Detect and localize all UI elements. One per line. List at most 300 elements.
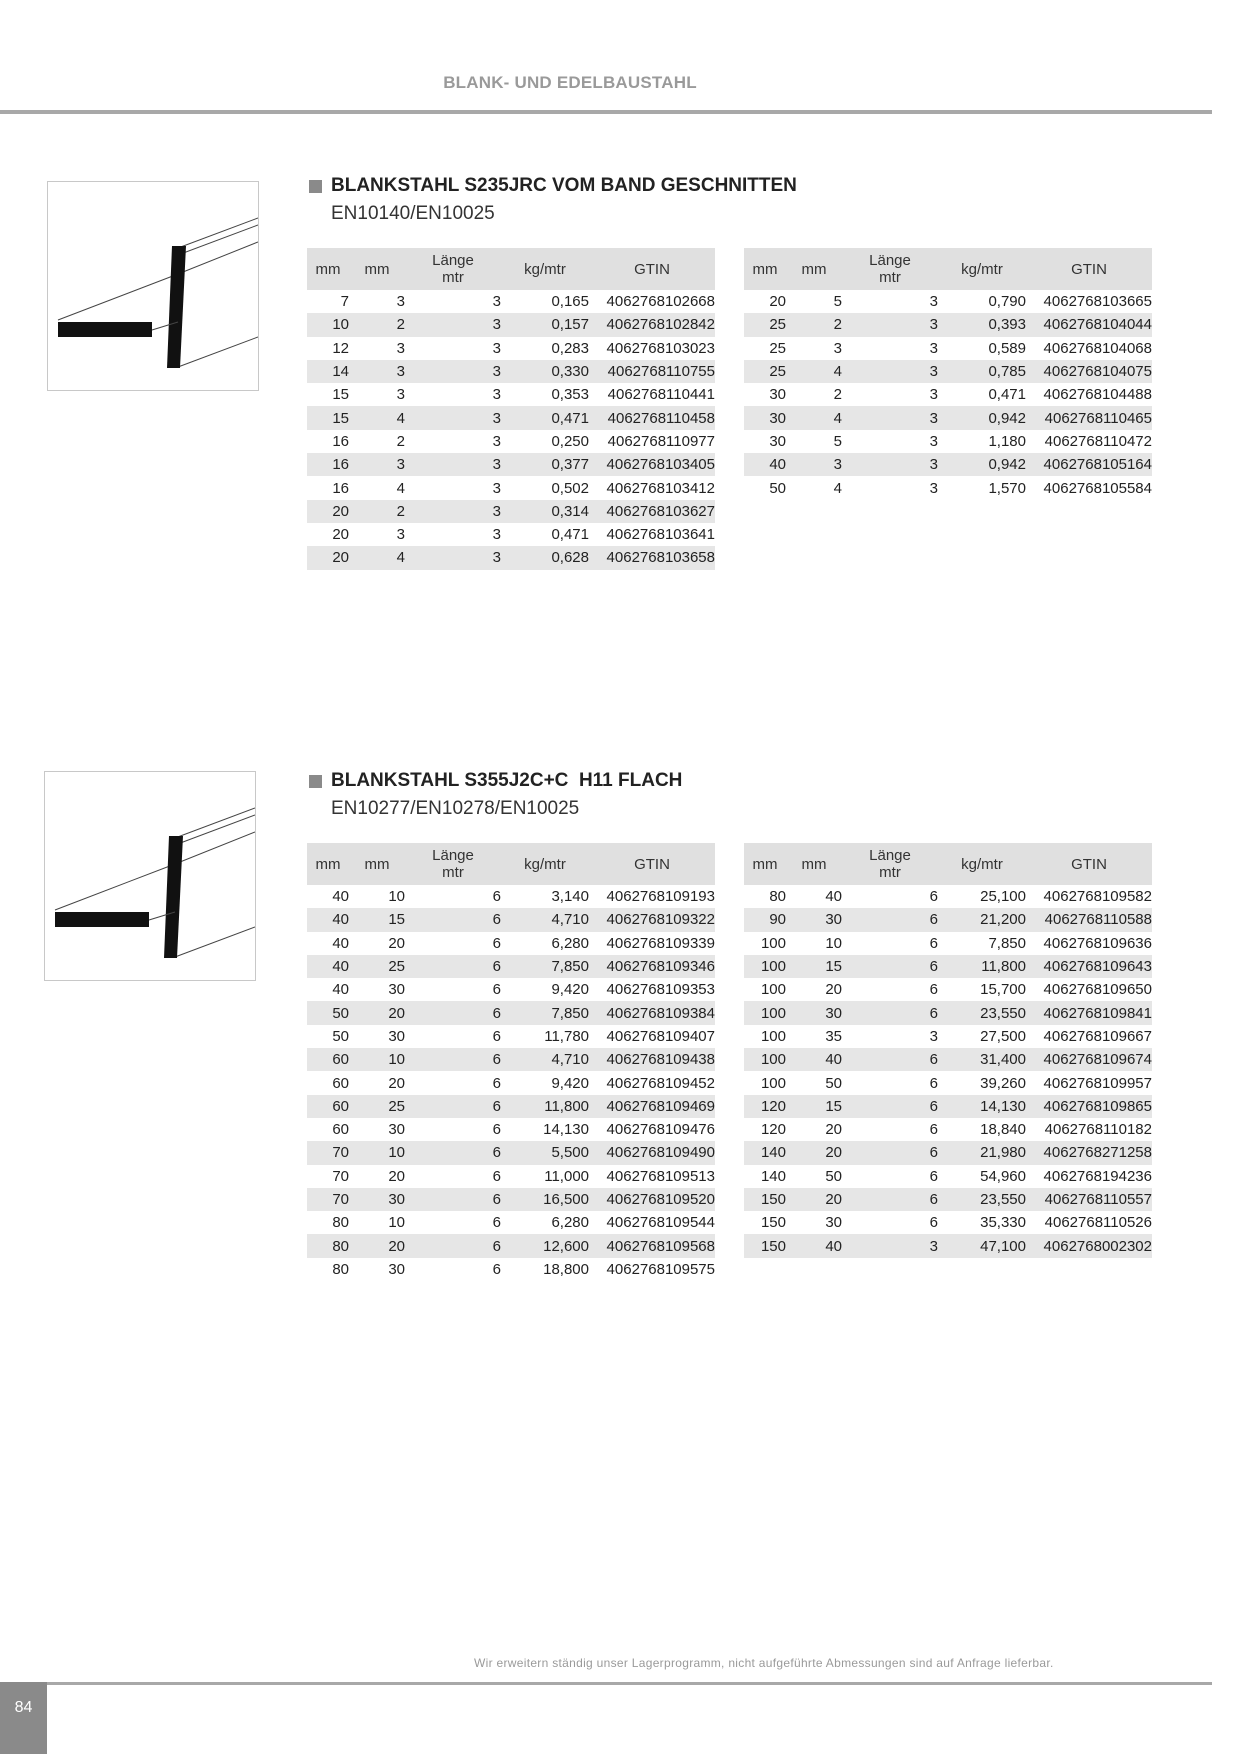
table-row — [744, 1211, 1152, 1234]
table-cell: 0,628 — [501, 546, 589, 569]
table-cell: 3 — [492, 432, 501, 450]
column-header: mm — [307, 248, 349, 290]
table-row — [307, 1211, 715, 1234]
table-cell: 6 — [405, 908, 501, 931]
table-cell: 2 — [786, 313, 842, 336]
table-cell: 1,180 — [988, 432, 1026, 450]
table-cell: 3 — [396, 339, 405, 357]
table-cell: 3 — [842, 406, 938, 429]
table-cell: 0,250 — [551, 432, 589, 450]
table-cell: 23,550 — [938, 1001, 1026, 1024]
table-cell: 40 — [332, 981, 349, 999]
table-cell: 50 — [825, 1074, 842, 1092]
table-cell: 30 — [769, 432, 786, 450]
table-cell: 15 — [349, 908, 405, 931]
table-cell: 10 — [349, 1048, 405, 1071]
header-divider — [0, 110, 1212, 114]
table-cell: 4062768105164 — [1026, 453, 1152, 476]
table-cell: 4062768109568 — [589, 1234, 715, 1257]
table-cell: 0,393 — [938, 313, 1026, 336]
table-cell: 10 — [307, 313, 349, 336]
table-cell: 20 — [388, 1074, 405, 1092]
table-cell: 4062768109667 — [1043, 1027, 1152, 1045]
table-cell: 0,283 — [551, 339, 589, 357]
table-cell: 0,471 — [988, 386, 1026, 404]
table-row — [307, 406, 715, 429]
section-subtitle: EN10277/EN10278/EN10025 — [331, 798, 580, 819]
table-cell: 3 — [349, 453, 405, 476]
table-cell: 6 — [492, 1121, 501, 1139]
table-cell: 50 — [307, 1001, 349, 1024]
table-row — [307, 383, 715, 406]
footer-divider — [0, 1682, 1212, 1685]
table-cell: 54,960 — [980, 1167, 1026, 1185]
table-cell: 4062768104044 — [1026, 313, 1152, 336]
table-header-row — [744, 843, 1152, 885]
table-cell: 25 — [744, 360, 786, 383]
table-cell: 140 — [760, 1167, 786, 1185]
section-title — [309, 175, 797, 197]
table-cell: 20 — [825, 981, 842, 999]
table-cell: 4062768109643 — [1026, 955, 1152, 978]
flat-bar-icon — [45, 772, 255, 980]
table-cell: 4062768103412 — [606, 479, 715, 497]
table-row — [307, 360, 715, 383]
table-cell: 3 — [492, 479, 501, 497]
column-header: kg/mtr — [938, 843, 1026, 885]
table-cell: 0,502 — [551, 479, 589, 497]
table-cell: 11,000 — [544, 1167, 589, 1185]
header-title: BLANK- UND EDELBAUSTAHL — [443, 73, 697, 92]
table-row — [307, 1234, 715, 1257]
table-cell: 4 — [349, 406, 405, 429]
table-cell: 5 — [833, 432, 842, 450]
table-cell: 11,800 — [938, 955, 1026, 978]
table-cell: 15 — [332, 386, 349, 404]
table-cell: 4062768109384 — [589, 1001, 715, 1024]
table-cell: 6 — [492, 1027, 501, 1045]
table-cell: 15 — [786, 955, 842, 978]
column-header: GTIN — [1026, 248, 1152, 290]
table-cell: 40 — [332, 888, 349, 906]
square-bullet-icon — [309, 775, 322, 788]
table-cell: 6 — [842, 1141, 938, 1164]
table-cell: 6 — [405, 1048, 501, 1071]
table-cell: 100 — [760, 1027, 786, 1045]
table-cell: 4 — [396, 479, 405, 497]
table-row — [307, 932, 715, 955]
table-cell: 18,800 — [543, 1260, 589, 1278]
table-cell: 12,600 — [501, 1234, 589, 1257]
table-cell: 6 — [405, 1095, 501, 1118]
column-header: kg/mtr — [501, 248, 589, 290]
table-row — [744, 430, 1152, 453]
table-cell: 3 — [492, 386, 501, 404]
table-cell: 80 — [332, 1260, 349, 1278]
table-cell: 20 — [769, 293, 786, 311]
table-cell: 4062768109575 — [606, 1260, 715, 1278]
table-header-row — [307, 843, 715, 885]
table-row — [744, 1048, 1152, 1071]
section-title-text: BLANKSTAHL S235JRC VOM BAND GESCHNITTEN — [331, 175, 797, 196]
table-cell: 0,589 — [988, 339, 1026, 357]
table-cell: 6 — [929, 1214, 938, 1232]
table-cell: 0,330 — [501, 360, 589, 383]
table-cell: 6 — [492, 1214, 501, 1232]
table-cell: 3 — [786, 453, 842, 476]
table-cell: 4062768109865 — [1026, 1095, 1152, 1118]
table-cell: 25 — [744, 313, 786, 336]
column-header: mm — [744, 248, 786, 290]
table-row — [744, 1141, 1152, 1164]
table-cell: 3 — [929, 432, 938, 450]
table-cell: 0,353 — [551, 386, 589, 404]
table-row — [307, 1118, 715, 1141]
table-cell: 60 — [332, 1074, 349, 1092]
table-cell: 4062768109438 — [589, 1048, 715, 1071]
table-row — [307, 1165, 715, 1188]
table-row — [744, 453, 1152, 476]
table-cell: 16,500 — [501, 1188, 589, 1211]
table-cell: 4,710 — [501, 1048, 589, 1071]
column-header: Länge mtr — [405, 843, 501, 885]
table-row — [307, 1141, 715, 1164]
spec-table-left — [307, 248, 715, 570]
table-cell: 140 — [744, 1141, 786, 1164]
column-header: GTIN — [589, 248, 715, 290]
table-row — [307, 1258, 715, 1281]
table-cell: 3,140 — [551, 888, 589, 906]
table-cell: 0,314 — [501, 500, 589, 523]
table-cell: 4062768109469 — [589, 1095, 715, 1118]
table-cell: 20 — [332, 526, 349, 544]
table-cell: 7,850 — [501, 955, 589, 978]
table-row — [744, 1071, 1152, 1094]
table-cell: 35,330 — [980, 1214, 1026, 1232]
table-cell: 4062768110557 — [1026, 1188, 1152, 1211]
table-cell: 4062768103023 — [606, 339, 715, 357]
table-cell: 6 — [405, 1234, 501, 1257]
table-cell: 30 — [388, 1260, 405, 1278]
table-cell: 6 — [929, 1074, 938, 1092]
table-cell: 15 — [786, 1095, 842, 1118]
table-row — [307, 500, 715, 523]
table-cell: 4062768102668 — [606, 293, 715, 311]
table-cell: 6 — [492, 1074, 501, 1092]
table-cell: 2 — [349, 500, 405, 523]
table-cell: 4062768109513 — [606, 1167, 715, 1185]
table-cell: 3 — [405, 546, 501, 569]
column-header: GTIN — [589, 843, 715, 885]
table-cell: 0,471 — [551, 526, 589, 544]
table-row — [744, 1001, 1152, 1024]
table-cell: 30 — [388, 1027, 405, 1045]
table-cell: 30 — [786, 908, 842, 931]
table-cell: 35 — [825, 1027, 842, 1045]
section-title-text: BLANKSTAHL S355J2C+C H11 FLACH — [331, 770, 683, 791]
table-cell: 70 — [332, 1167, 349, 1185]
table-row — [307, 1001, 715, 1024]
table-cell: 4062768110977 — [607, 432, 715, 450]
table-cell: 4,710 — [501, 908, 589, 931]
table-cell: 20 — [349, 1001, 405, 1024]
flat-bar-icon — [48, 182, 258, 390]
table-cell: 4062768002302 — [1026, 1234, 1152, 1257]
table-cell: 3 — [405, 453, 501, 476]
table-row — [307, 476, 715, 499]
table-cell: 120 — [744, 1095, 786, 1118]
table-row — [744, 978, 1152, 1001]
page-number: 84 — [0, 1682, 47, 1754]
table-row — [307, 978, 715, 1001]
table-cell: 40 — [307, 955, 349, 978]
table-cell: 30 — [769, 386, 786, 404]
table-cell: 3 — [842, 453, 938, 476]
table-cell: 4062768109339 — [606, 934, 715, 952]
table-cell: 3 — [842, 1234, 938, 1257]
table-cell: 6 — [929, 888, 938, 906]
table-cell: 4 — [786, 360, 842, 383]
table-cell: 3 — [929, 339, 938, 357]
table-cell: 4062768104488 — [1043, 386, 1152, 404]
table-cell: 40 — [307, 908, 349, 931]
table-cell: 20 — [349, 1234, 405, 1257]
table-row — [307, 885, 715, 908]
table-cell: 80 — [769, 888, 786, 906]
table-cell: 10 — [349, 1141, 405, 1164]
column-header: mm — [307, 843, 349, 885]
table-cell: 3 — [405, 313, 501, 336]
table-cell: 4062768102842 — [589, 313, 715, 336]
table-cell: 4062768105584 — [1043, 479, 1152, 497]
table-row — [744, 932, 1152, 955]
table-cell: 10 — [825, 934, 842, 952]
table-cell: 80 — [332, 1214, 349, 1232]
table-cell: 21,980 — [938, 1141, 1026, 1164]
table-cell: 10 — [388, 888, 405, 906]
table-cell: 4062768110441 — [607, 386, 715, 404]
column-header: mm — [786, 248, 842, 290]
table-cell: 6 — [492, 1260, 501, 1278]
table-cell: 4062768110465 — [1026, 406, 1152, 429]
table-cell: 6 — [405, 1141, 501, 1164]
column-header: Länge mtr — [842, 248, 938, 290]
column-header: mm — [349, 843, 405, 885]
table-cell: 100 — [760, 1074, 786, 1092]
table-row — [744, 1188, 1152, 1211]
table-cell: 4062768109841 — [1026, 1001, 1152, 1024]
section-title — [309, 770, 682, 792]
table-cell: 6 — [405, 1188, 501, 1211]
square-bullet-icon — [309, 180, 322, 193]
table-cell: 6 — [492, 981, 501, 999]
table-cell: 31,400 — [938, 1048, 1026, 1071]
footer-note: Wir erweitern ständig unser Lagerprogramm, nicht aufgeführte Abmessungen sind auf Anfrage lieferbar. — [474, 1656, 1054, 1670]
table-row — [307, 313, 715, 336]
table-cell: 20 — [388, 1167, 405, 1185]
table-cell: 4 — [786, 406, 842, 429]
table-cell: 1,570 — [988, 479, 1026, 497]
table-row — [744, 1165, 1152, 1188]
table-cell: 4062768103627 — [589, 500, 715, 523]
table-cell: 100 — [744, 1001, 786, 1024]
table-cell: 3 — [929, 1027, 938, 1045]
table-cell: 6 — [929, 981, 938, 999]
table-cell: 120 — [760, 1121, 786, 1139]
table-cell: 30 — [388, 1121, 405, 1139]
table-cell: 6 — [842, 1095, 938, 1118]
table-row — [744, 337, 1152, 360]
table-cell: 4062768109193 — [606, 888, 715, 906]
table-cell: 2 — [349, 313, 405, 336]
table-cell: 150 — [744, 1234, 786, 1257]
table-cell: 4062768110182 — [1044, 1121, 1152, 1139]
table-row — [744, 908, 1152, 931]
table-cell: 40 — [786, 1234, 842, 1257]
table-cell: 4062768103405 — [589, 453, 715, 476]
table-cell: 4062768109520 — [589, 1188, 715, 1211]
table-cell: 100 — [760, 934, 786, 952]
table-cell: 6 — [842, 1188, 938, 1211]
table-cell: 30 — [825, 1214, 842, 1232]
table-cell: 6 — [842, 1048, 938, 1071]
table-header-row — [744, 248, 1152, 290]
table-cell: 30 — [786, 1001, 842, 1024]
table-cell: 3 — [396, 526, 405, 544]
table-cell: 11,800 — [501, 1095, 589, 1118]
table-row — [307, 1071, 715, 1094]
table-cell: 100 — [744, 1048, 786, 1071]
table-cell: 15 — [307, 406, 349, 429]
table-cell: 3 — [492, 526, 501, 544]
table-cell: 5 — [833, 293, 842, 311]
table-cell: 16 — [332, 432, 349, 450]
table-row — [307, 337, 715, 360]
table-cell: 4062768109407 — [606, 1027, 715, 1045]
table-cell: 25 — [349, 955, 405, 978]
table-cell: 4062768104075 — [1026, 360, 1152, 383]
table-cell: 4062768109452 — [606, 1074, 715, 1092]
table-cell: 50 — [769, 479, 786, 497]
table-cell: 7 — [340, 293, 349, 311]
table-cell: 6,280 — [551, 934, 589, 952]
table-cell: 3 — [492, 339, 501, 357]
table-row — [307, 290, 715, 313]
table-cell: 4062768110588 — [1026, 908, 1152, 931]
table-cell: 3 — [492, 293, 501, 311]
table-cell: 4062768109650 — [1043, 981, 1152, 999]
table-row — [744, 383, 1152, 406]
column-header: Länge mtr — [842, 843, 938, 885]
product-image-1 — [47, 181, 259, 391]
table-row — [307, 1188, 715, 1211]
table-row — [307, 1025, 715, 1048]
table-cell: 4062768109322 — [589, 908, 715, 931]
table-cell: 6 — [842, 1001, 938, 1024]
table-cell: 4062768103641 — [606, 526, 715, 544]
table-cell: 6 — [929, 1121, 938, 1139]
table-cell: 3 — [405, 406, 501, 429]
table-row — [744, 1025, 1152, 1048]
table-cell: 9,420 — [551, 981, 589, 999]
table-cell: 20 — [307, 500, 349, 523]
table-cell: 4062768104068 — [1043, 339, 1152, 357]
spec-table-right — [744, 843, 1152, 1258]
table-cell: 4062768109490 — [589, 1141, 715, 1164]
table-cell: 3 — [405, 500, 501, 523]
table-row — [307, 546, 715, 569]
table-cell: 0,785 — [938, 360, 1026, 383]
table-cell: 4062768103665 — [1043, 293, 1152, 311]
table-header-row — [307, 248, 715, 290]
table-cell: 39,260 — [980, 1074, 1026, 1092]
table-cell: 150 — [760, 1214, 786, 1232]
table-cell: 4062768103658 — [589, 546, 715, 569]
table-cell: 90 — [744, 908, 786, 931]
table-row — [744, 313, 1152, 336]
table-cell: 0,790 — [988, 293, 1026, 311]
table-cell: 4062768110472 — [1044, 432, 1152, 450]
table-cell: 6 — [405, 1001, 501, 1024]
table-cell: 70 — [307, 1141, 349, 1164]
table-cell: 21,200 — [938, 908, 1026, 931]
table-cell: 70 — [307, 1188, 349, 1211]
table-cell: 0,165 — [551, 293, 589, 311]
column-header: Länge mtr — [405, 248, 501, 290]
table-cell: 7,850 — [988, 934, 1026, 952]
table-cell: 14 — [307, 360, 349, 383]
table-cell: 3 — [929, 479, 938, 497]
table-cell: 0,377 — [501, 453, 589, 476]
section-subtitle: EN10140/EN10025 — [331, 203, 495, 224]
table-cell: 4062768109582 — [1043, 888, 1152, 906]
table-cell: 25,100 — [980, 888, 1026, 906]
table-cell: 4062768109476 — [606, 1121, 715, 1139]
table-row — [307, 1095, 715, 1118]
table-cell: 18,840 — [980, 1121, 1026, 1139]
table-row — [744, 885, 1152, 908]
table-cell: 30 — [744, 406, 786, 429]
table-cell: 0,942 — [938, 453, 1026, 476]
table-cell: 40 — [332, 934, 349, 952]
table-cell: 9,420 — [551, 1074, 589, 1092]
table-cell: 50 — [332, 1027, 349, 1045]
table-cell: 3 — [929, 386, 938, 404]
table-cell: 10 — [388, 1214, 405, 1232]
table-cell: 20 — [786, 1188, 842, 1211]
table-row — [744, 290, 1152, 313]
table-row — [744, 1095, 1152, 1118]
table-cell: 60 — [307, 1048, 349, 1071]
table-cell: 7,850 — [501, 1001, 589, 1024]
table-cell: 4062768110526 — [1044, 1214, 1152, 1232]
table-cell: 30 — [388, 981, 405, 999]
table-cell: 4062768109636 — [1043, 934, 1152, 952]
table-cell: 20 — [825, 1121, 842, 1139]
table-cell: 4062768109957 — [1043, 1074, 1152, 1092]
table-cell: 25 — [769, 339, 786, 357]
column-header: GTIN — [1026, 843, 1152, 885]
table-cell: 60 — [307, 1095, 349, 1118]
table-cell: 6 — [492, 888, 501, 906]
table-row — [744, 360, 1152, 383]
table-row — [744, 1118, 1152, 1141]
table-cell: 6 — [929, 934, 938, 952]
table-cell: 6 — [405, 955, 501, 978]
table-cell: 14,130 — [543, 1121, 589, 1139]
table-cell: 3 — [349, 360, 405, 383]
table-cell: 47,100 — [938, 1234, 1026, 1257]
